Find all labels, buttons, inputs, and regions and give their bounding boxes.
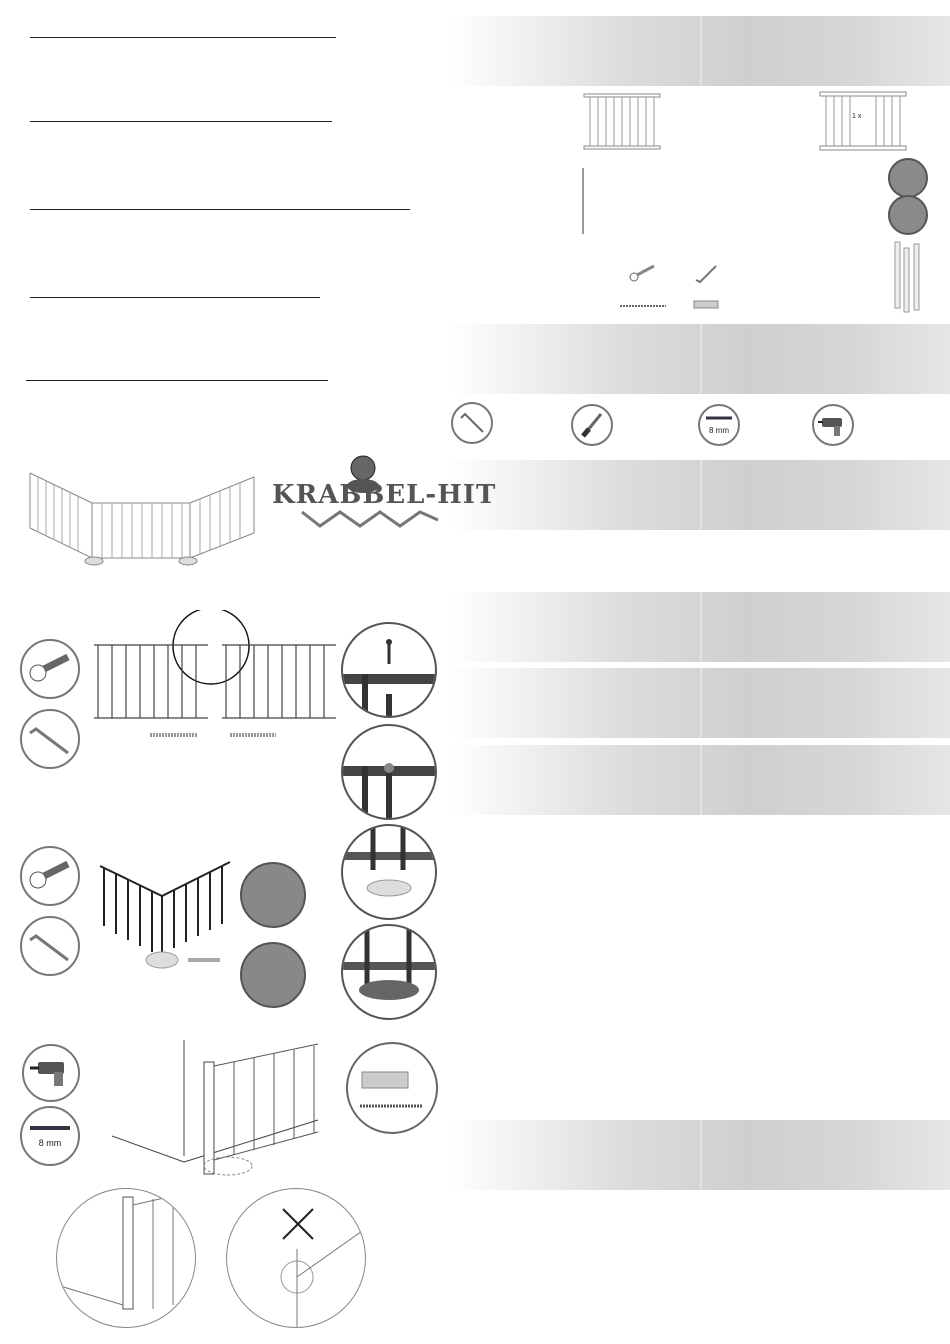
step1-bolt-icon — [20, 639, 80, 699]
section-band-7 — [450, 1120, 950, 1190]
step3-drill-bit-icon — [20, 1106, 80, 1166]
section-band-1 — [450, 16, 950, 86]
text-rule-4 — [30, 297, 320, 298]
logo-zigzag-underline — [300, 508, 440, 530]
step1-detail-bolt-circle — [341, 622, 437, 718]
gate-panel-part — [582, 92, 662, 152]
text-rule-1 — [30, 37, 336, 38]
playpen-overview-illustration — [22, 463, 262, 573]
step2-corner-illustration — [96, 856, 236, 976]
step2-detail-assembled-circle — [341, 924, 437, 1020]
section-band-2 — [450, 324, 950, 394]
wood-screw-part — [618, 300, 668, 312]
section-band-4 — [450, 592, 950, 662]
drill-bit-tool-icon — [698, 404, 740, 446]
step3-drill-bit-label: 8 mm — [38, 1138, 62, 1148]
allen-key-tool-icon — [451, 402, 493, 444]
section-band-6 — [450, 745, 950, 815]
text-rule-3 — [30, 209, 410, 210]
text-rule-5 — [26, 380, 328, 381]
allen-key-part — [694, 262, 720, 284]
rod-part — [578, 166, 588, 236]
detail-correct-mount-circle — [56, 1188, 196, 1328]
foot-disc-part-1 — [888, 158, 928, 198]
step1-allen-key-icon — [20, 709, 80, 769]
power-drill-tool-icon — [812, 404, 854, 446]
step3-power-drill-icon — [22, 1044, 80, 1102]
step1-detail-assembled-circle — [341, 724, 437, 820]
screw-part — [628, 263, 658, 283]
wall-mount-rails-part — [892, 240, 928, 314]
step2-detail-foot-circle — [341, 824, 437, 920]
step2-bolt-icon — [20, 846, 80, 906]
section-band-5 — [450, 668, 950, 738]
detail-incorrect-mount-circle — [226, 1188, 366, 1328]
step3-wall-plug-screw-circle — [346, 1042, 438, 1134]
step2-foot-disc-1 — [240, 862, 306, 928]
wall-plug-part — [692, 298, 722, 312]
section-band-3 — [450, 460, 950, 530]
step2-foot-disc-2 — [240, 942, 306, 1008]
step2-allen-key-icon — [20, 916, 80, 976]
step3-wall-mount-illustration — [108, 1036, 322, 1186]
screwdriver-tool-icon — [571, 404, 613, 446]
text-rule-2 — [30, 121, 332, 122]
drill-bit-size-label: 8 mm — [709, 426, 729, 435]
door-count-label: 1 x — [852, 113, 862, 120]
step1-panels-illustration — [90, 610, 340, 745]
krabbel-hit-logo: KRABBEL-HIT — [272, 480, 497, 510]
gate-door-part — [818, 90, 908, 154]
foot-disc-part-2 — [888, 195, 928, 235]
